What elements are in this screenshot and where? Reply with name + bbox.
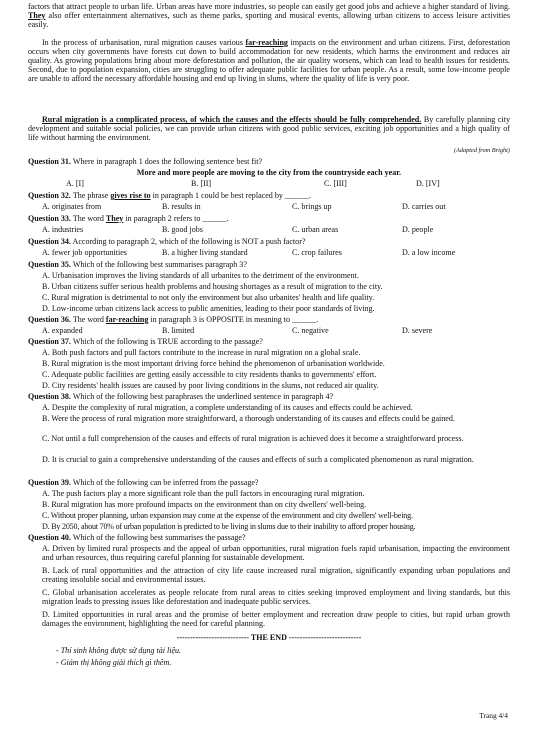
question-keyword: far-reaching xyxy=(105,315,149,324)
option-d[interactable]: D. Limited opportunities in rural areas and the promise of better employment and recreation draw people to cities, but rapid urban growth damages the environment, highlighting the need for careful planning. xyxy=(42,610,510,629)
question-number: Question 35. xyxy=(28,260,71,269)
option-b[interactable]: B. Rural migration is the most important driving force behind the phenomenon of urbanisation worldwide. xyxy=(42,359,385,368)
option-c[interactable]: C. brings up xyxy=(292,202,332,211)
option-b[interactable]: B. Rural migration has more profound impacts on the environment than on city dwellers' well-being. xyxy=(42,500,367,509)
option-c[interactable]: C. urban areas xyxy=(292,225,339,234)
option-d[interactable]: D. carries out xyxy=(402,202,446,211)
footer-note-2: - Giám thị không giải thích gì thêm. xyxy=(56,658,172,667)
option-c[interactable]: C. Rural migration is detrimental to not only the environment but also urbanites' health and life quality. xyxy=(42,293,375,302)
question-text: The word xyxy=(72,315,106,324)
question-text: in paragraph 3 is OPPOSITE in meaning to ______. xyxy=(148,315,319,324)
question-text: Which of the following can be inferred from the passage? xyxy=(72,478,259,487)
question-text: Which of the following best summarises the passage? xyxy=(72,533,246,542)
question-text: Which of the following best summarises paragraph 3? xyxy=(72,260,247,269)
the-end-marker: --------------------------- THE END --------------------------- xyxy=(176,633,362,642)
question-32 xyxy=(28,191,510,200)
option-b[interactable]: B. results in xyxy=(162,202,201,211)
passage-text: impacts on the environment and urban citizens. First, deforestation occurs when city governments have forests cut down to build accommodation for new residents, which harms the environment and reduces air quality. As growing populations bring about more deforestation and pollution, the air quality worsens, which can lead to health issues for residents. Second, due to population expansion, cities are struggling to offer adequate public facilities for urban people. As a result, some low-income people are unable to afford the necessary affordable housing and end up living in slums, where the quality of life is very poor. xyxy=(28,38,510,84)
option-a[interactable]: A. [I] xyxy=(66,179,84,188)
option-b[interactable]: B. [II] xyxy=(191,179,212,188)
underlined-sentence: Rural migration is a complicated process, of which the causes and the effects should be fully comprehended. xyxy=(42,115,422,124)
option-d[interactable]: D. By 2050, about 70% of urban population is predicted to be living in slums due to their inability to afford proper housing. xyxy=(42,522,416,531)
option-c[interactable]: C. Not until a full comprehension of the causes and effects of rural migration is achieved does it become a straightforward process. xyxy=(42,434,464,443)
option-d[interactable]: D. a low income xyxy=(402,248,456,257)
question-34 xyxy=(28,237,510,246)
question-number: Question 32. xyxy=(28,191,71,200)
question-keyword: gives rise to xyxy=(110,191,151,200)
option-d[interactable]: D. people xyxy=(402,225,434,234)
passage-text: a higher standard of living. xyxy=(422,2,510,11)
option-a[interactable]: A. originates from xyxy=(42,202,102,211)
question-text: According to paragraph 2, which of the following is NOT a push factor? xyxy=(72,237,306,246)
question-keyword: They xyxy=(105,214,124,223)
passage-text: In the process of urbanisation, rural migration causes various xyxy=(42,38,246,47)
question-text: The phrase xyxy=(72,191,111,200)
option-c[interactable]: C. Adequate public facilities are getting easily accessible to city residents thanks to governments' effort. xyxy=(42,370,377,379)
question-36-options xyxy=(42,326,510,336)
question-37 xyxy=(28,337,510,346)
option-d[interactable]: D. [IV] xyxy=(416,179,440,188)
option-d[interactable]: D. Low-income urban citizens lack access to public amenities, leading to their poor standards of living. xyxy=(42,304,375,313)
option-b[interactable]: B. Were the process of rural migration more straightforward, a thorough understanding of its causes and effects could be gained. xyxy=(42,414,455,423)
footer-note-1: - Thí sinh không được sử dụng tài liệu. xyxy=(56,646,182,655)
question-36 xyxy=(28,315,510,324)
option-a[interactable]: A. Driven by limited rural prospects and the appeal of urban opportunities, rural migration fuels rapid urbanisation, impacting the environment and urban resources, thus requiring careful planning for sustainable development. xyxy=(42,544,510,563)
option-c[interactable]: C. Global urbanisation accelerates as people relocate from rural areas to cities seeking improved employment and living standards, but this migration leads to pressing issues like deforestation and inadequate public services. xyxy=(42,588,510,607)
question-number: Question 39. xyxy=(28,478,71,487)
question-39 xyxy=(28,478,510,487)
passage-text: also offer entertainment alternatives, such as theme parks, sporting and musical events, xyxy=(45,11,341,21)
question-text: in paragraph 1 could be best replaced by ______. xyxy=(150,191,312,200)
option-a[interactable]: A. Despite the complexity of rural migration, a complete understanding of its causes and effects could be achieved. xyxy=(42,403,413,412)
option-a[interactable]: A. The push factors play a more significant role than the pull factors in encouraging rural migration. xyxy=(42,489,365,498)
question-number: Question 34. xyxy=(28,237,71,246)
question-33 xyxy=(28,214,510,223)
option-c[interactable]: C. negative xyxy=(292,326,329,335)
option-a[interactable]: A. expanded xyxy=(42,326,83,335)
question-number: Question 33. xyxy=(28,214,71,223)
option-c[interactable]: C. Without proper planning, urban expansion may come at the expense of the environment and city dwellers' well-being. xyxy=(42,511,413,520)
source-note: (Adapted from Bright) xyxy=(453,147,510,154)
question-text: Which of the following best paraphrases the underlined sentence in paragraph 4? xyxy=(72,392,334,401)
question-number: Question 31. xyxy=(28,157,71,166)
question-38 xyxy=(28,392,510,401)
question-31 xyxy=(28,157,510,166)
question-40 xyxy=(28,533,510,542)
question-text: Which of the following is TRUE according to the passage? xyxy=(72,337,263,346)
passage-text: By carefully planning city development and suitable social policies, we can provide urban citizens with good public services, exciting job opportunities and a high quality of life without harming the environment. xyxy=(28,115,511,143)
question-32-options xyxy=(42,202,510,212)
question-text: Where in paragraph 1 does the following sentence best fit? xyxy=(72,157,263,166)
question-text: in paragraph 2 refers to ______. xyxy=(123,214,229,223)
question-31-sentence: More and more people are moving to the city from the countryside each year. xyxy=(136,168,402,177)
passage-paragraph-2-end xyxy=(28,2,510,29)
question-number: Question 37. xyxy=(28,337,71,346)
passage-line: allowing urban citizens to access leisure activities easily. xyxy=(28,11,511,30)
option-b[interactable]: B. limited xyxy=(162,326,195,335)
question-number: Question 36. xyxy=(28,315,71,324)
option-a[interactable]: A. Both push factors and pull factors contribute to the increase in rural migration on a global scale. xyxy=(42,348,361,357)
option-d[interactable]: D. It is crucial to gain a comprehensive understanding of the causes and effects of such a complicated phenomenon as rural migration. xyxy=(42,455,474,464)
option-b[interactable]: B. a higher living standard xyxy=(162,248,248,257)
option-a[interactable]: A. Urbanisation improves the living standards of all urbanites to the detriment of the environment. xyxy=(42,271,359,280)
question-35 xyxy=(28,260,510,269)
option-a[interactable]: A. fewer job opportunities xyxy=(42,248,127,257)
question-33-options xyxy=(42,225,510,235)
option-b[interactable]: B. good jobs xyxy=(162,225,203,234)
option-d[interactable]: D. severe xyxy=(402,326,433,335)
option-c[interactable]: C. crop failures xyxy=(292,248,342,257)
underlined-they: They xyxy=(28,11,46,21)
option-b[interactable]: B. Lack of rural opportunities and the attraction of city life cause increased rural migration, significantly expanding urban populations and creating insoluble social and environmental issues. xyxy=(42,566,510,585)
passage-paragraph-4 xyxy=(28,115,510,142)
underlined-far-reaching: far-reaching xyxy=(245,38,288,47)
passage-line: factors that attract people to urban life. Urban areas have more industries, so people can easily get good jobs and achieve xyxy=(28,2,421,11)
option-d[interactable]: D. City residents' health issues are caused by poor living conditions in the slums, not reduced air quality. xyxy=(42,381,379,390)
page-number: Trang 4/4 xyxy=(479,711,508,720)
question-number: Question 40. xyxy=(28,533,71,542)
question-31-options xyxy=(66,179,534,189)
passage-paragraph-3 xyxy=(28,38,510,83)
option-b[interactable]: B. Urban citizens suffer serious health problems and housing shortages as a result of migration to the city. xyxy=(42,282,383,291)
option-c[interactable]: C. [III] xyxy=(324,179,347,188)
option-a[interactable]: A. industries xyxy=(42,225,84,234)
question-text: The word xyxy=(72,214,106,223)
question-34-options xyxy=(42,248,510,258)
question-number: Question 38. xyxy=(28,392,71,401)
